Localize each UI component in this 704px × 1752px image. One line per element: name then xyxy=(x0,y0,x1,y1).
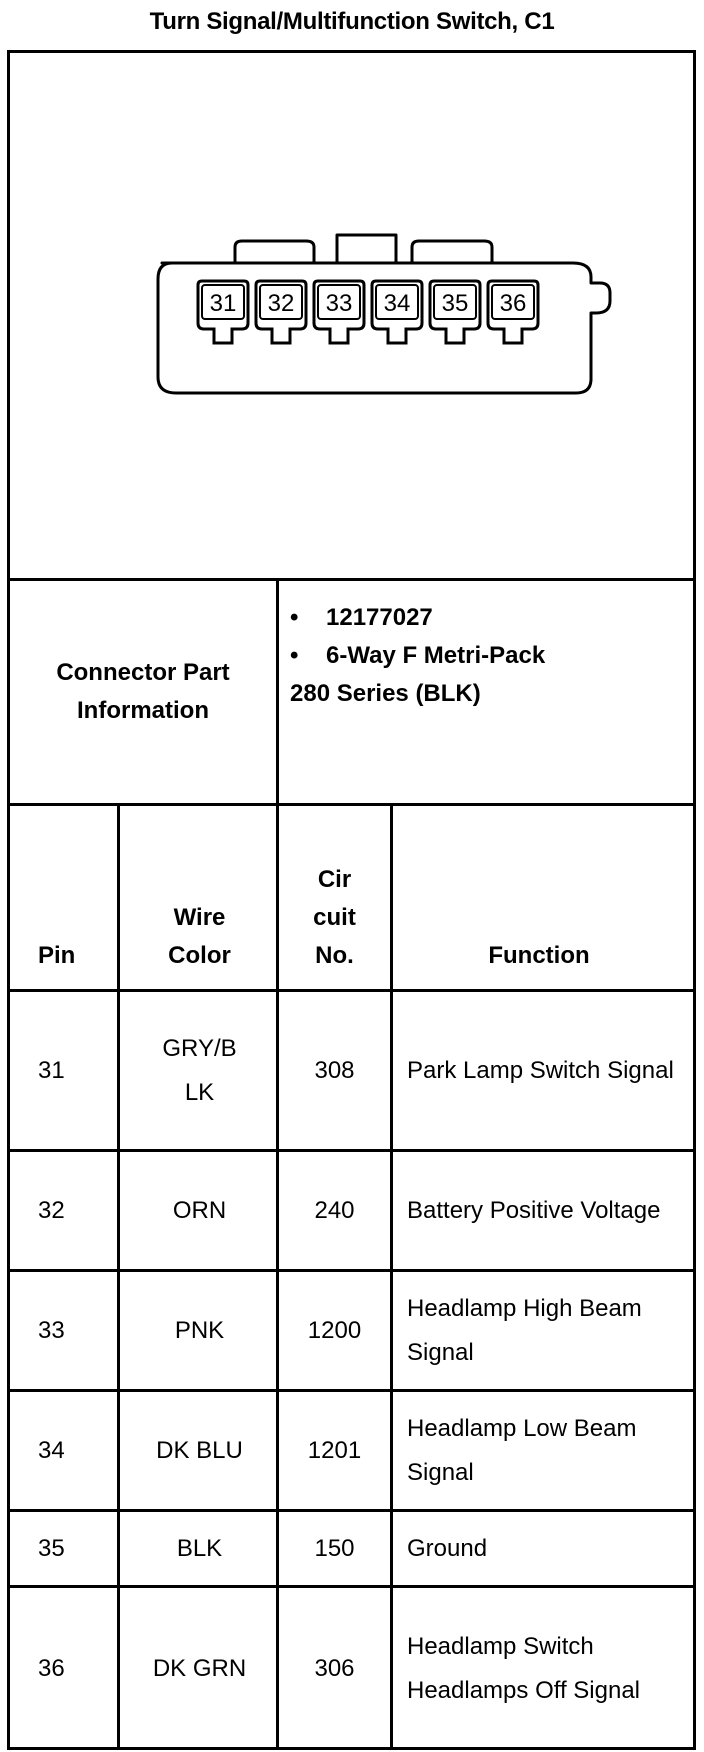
header-function: Function xyxy=(488,942,590,969)
cell-circuit: 1200 xyxy=(279,1272,393,1389)
table-row xyxy=(10,1392,693,1512)
table-row xyxy=(10,1152,693,1272)
part-number: 12177027 xyxy=(326,604,433,631)
pin-number-label: 32 xyxy=(267,290,295,317)
connector-pin-cavity xyxy=(372,281,422,343)
pin-number-label: 31 xyxy=(209,290,237,317)
cell-pin: 33 xyxy=(10,1272,120,1389)
bullet-icon: • xyxy=(290,642,299,669)
pin-number-label: 34 xyxy=(383,290,411,317)
header-circuit xyxy=(279,806,393,989)
cell-function: Headlamp Switch Headlamps Off Signal xyxy=(407,1633,641,1704)
header-wire-color-text: Wire Color xyxy=(168,904,231,969)
connector-diagram-cell xyxy=(10,53,693,581)
pin-number-label: 33 xyxy=(325,290,353,317)
cell-pin: 36 xyxy=(10,1588,120,1750)
cell-function: Ground xyxy=(407,1534,488,1562)
cell-wire-color xyxy=(123,992,279,1149)
cell-function: Battery Positive Voltage xyxy=(407,1196,661,1224)
connector-latch-right xyxy=(412,241,492,263)
pinout-table xyxy=(10,806,693,1750)
cell-pin: 34 xyxy=(10,1392,120,1509)
header-wire-color xyxy=(123,806,279,989)
cell-pin: 35 xyxy=(10,1512,120,1585)
connector-part-info xyxy=(10,581,693,806)
cell-wire-color: PNK xyxy=(123,1272,279,1389)
table-row xyxy=(10,1272,693,1392)
connector-pin-cavity xyxy=(198,281,248,343)
connector-table xyxy=(7,50,696,1750)
cell-wire-color: DK GRN xyxy=(123,1588,279,1750)
part-info-item xyxy=(290,637,680,713)
cell-circuit: 308 xyxy=(279,992,393,1149)
connector-diagram xyxy=(10,53,693,578)
connector-latch-left xyxy=(235,241,314,263)
document-title: Turn Signal/Multifunction Switch, C1 xyxy=(149,8,555,35)
cell-pin: 32 xyxy=(10,1152,120,1269)
bullet-icon: • xyxy=(290,604,299,631)
header-pin: Pin xyxy=(10,806,120,989)
cell-wire-color: ORN xyxy=(123,1152,279,1269)
cell-function: Headlamp Low Beam Signal xyxy=(407,1414,637,1486)
part-info-label xyxy=(10,581,279,803)
table-row xyxy=(10,1588,693,1750)
connector-pin-cavity xyxy=(314,281,364,343)
table-row xyxy=(10,1512,693,1588)
part-info-item xyxy=(290,599,680,637)
header-circuit-text: Cir cuit No. xyxy=(313,866,356,969)
connector-pin-cavity xyxy=(488,281,538,343)
connector-latch-center xyxy=(337,235,396,263)
cell-circuit: 240 xyxy=(279,1152,393,1269)
table-header-row xyxy=(10,806,693,992)
cell-wire-color: BLK xyxy=(123,1512,279,1585)
part-info-list xyxy=(290,599,680,713)
connector-pin-cavity xyxy=(256,281,306,343)
table-row xyxy=(10,992,693,1152)
cell-function: Park Lamp Switch Signal xyxy=(407,1056,674,1084)
pin-number-label: 35 xyxy=(441,290,469,317)
cell-circuit: 1201 xyxy=(279,1392,393,1509)
connector-pin-cavity xyxy=(430,281,480,343)
cell-wire-color-text: GRY/B LK xyxy=(162,1034,237,1106)
cell-function: Headlamp High Beam Signal xyxy=(407,1294,642,1366)
cell-wire-color: DK BLU xyxy=(123,1392,279,1509)
connector-description: 6-Way F Metri-Pack 280 Series (BLK) xyxy=(290,642,546,707)
pin-number-label: 36 xyxy=(499,290,527,317)
cell-circuit: 150 xyxy=(279,1512,393,1585)
cell-pin: 31 xyxy=(10,992,120,1149)
part-info-label-text: Connector Part Information xyxy=(56,659,230,724)
cell-circuit: 306 xyxy=(279,1588,393,1750)
